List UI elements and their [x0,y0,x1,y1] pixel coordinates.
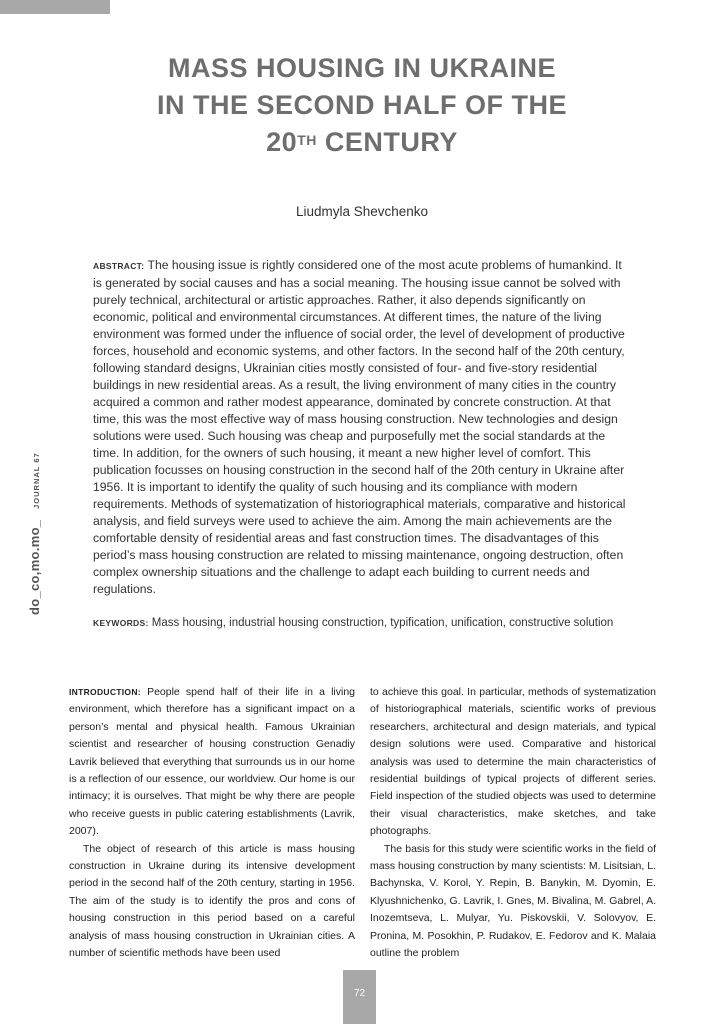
journal-sidebar [27,452,42,615]
title-century-number: 20 [266,127,298,157]
paragraph-text: People spend half of their life in a living environment, which therefore has a significant impact on a person’s mental and physical health. Famous Ukrainian scientist and researcher of housing construction Genadiy Lavrik believed that everything that surrounds us in our home is a reflection of our essence, our worldview. Our home is our intimacy; it is ourselves. That might be why there are people who receive guests in public catering establishments (Lavrik, 2007). [69,686,355,838]
journal-issue: JOURNAL 67 [32,452,41,509]
title-line-1: MASS HOUSING IN UKRAINE [167,53,557,83]
body-column-left [69,684,355,963]
header-bar [0,0,110,14]
abstract-label: ABSTRACT: [93,261,145,271]
body-column-right [370,684,656,963]
docomomo-logo: do_co,mo.mo_ [27,519,42,615]
paragraph: The object of research of this article is mass housing construction in Ukraine during its intensive development period in the second half of the 20th century, starting in 1956. The aim of the study is to identify the pros and cons of housing construction in this period based on a careful analysis of mass housing construction in Ukrainian cities. A number of scientific methods have been used [69,842,355,960]
keywords [93,615,630,632]
keywords-text: Mass housing, industrial housing construction, typification, unification, constructive solution [151,617,614,629]
abstract [93,257,630,598]
title-century-word: CENTURY [316,127,458,157]
paragraph: to achieve this goal. In particular, methods of systematization of historiographical materials, scientific works of previous researchers, architectural and design materials, and typical design solutions were used. Comparative and historical analysis was used to determine the main characteristics of residential buildings of typical projects of different series. Field inspection of the studied objects was used to determine their visual characteristics, make sketches, and take photographs. [370,686,656,838]
keywords-label: KEYWORDS: [93,618,149,628]
author-name: Liudmyla Shevchenko [295,204,429,219]
title-line-2: IN THE SECOND HALF OF THE [157,90,567,120]
page-number: 72 [343,970,376,1024]
introduction-label: INTRODUCTION: [69,687,141,697]
title-century-suffix: TH [297,132,317,148]
article-title [150,50,574,161]
abstract-text: The housing issue is rightly considered one of the most acute problems of humankind. It is generated by social causes and has a social meaning. The housing issue cannot be solved with purely technical, architectural or artistic approaches. Rather, it also depends significantly on economic, political and environmental circumstances. At different times, the nature of the living environment was formed under the influence of social order, the level of development of productive forces, household and economic systems, and other factors. In the second half of the 20th century, following standard designs, Ukrainian cities mostly consisted of four- and five-story residential buildings in new residential areas. As a result, the living environment of many cities in the country acquired a common and rather modest appearance, dominated by concrete construction. At that time, this was the most effective way of mass housing construction. New technologies and design solutions were used. Such housing was cheap and purposefully met the social standards at the time. In addition, for the owners of such housing, it meant a new higher level of comfort. This publication focusses on housing construction in the second half of the 20th century in Ukraine after 1956. It is important to identify the quality of such housing and its compliance with modern requirements. Methods of systematization of historiographical materials, comparative and historical analysis, and field surveys were used to achieve the aim. Among the main achievements are the comfortable density of residential areas and fast construction times. The disadvantages of this period’s mass housing construction are related to missing maintenance, ongoing destruction, often complex ownership situations and the challenge to adapt each building to current needs and regulations. [93,258,626,596]
paragraph: The basis for this study were scientific works in the field of mass housing construction by many scientists: M. Lisitsian, L. Bachynska, V. Korol, Y. Repin, B. Banykin, M. Dyomin, E. Klyushnichenko, G. Lavrik, I. Gnes, M. Bivalina, M. Gabrel, A. Inozemtseva, L. Mulyar, Yu. Piskovskii, V. Solovyov, E. Pronina, M. Posokhin, P. Rudakov, E. Fedorov and K. Malaia outline the problem [370,842,656,960]
paragraph [69,684,355,841]
title-line-3 [150,124,574,161]
